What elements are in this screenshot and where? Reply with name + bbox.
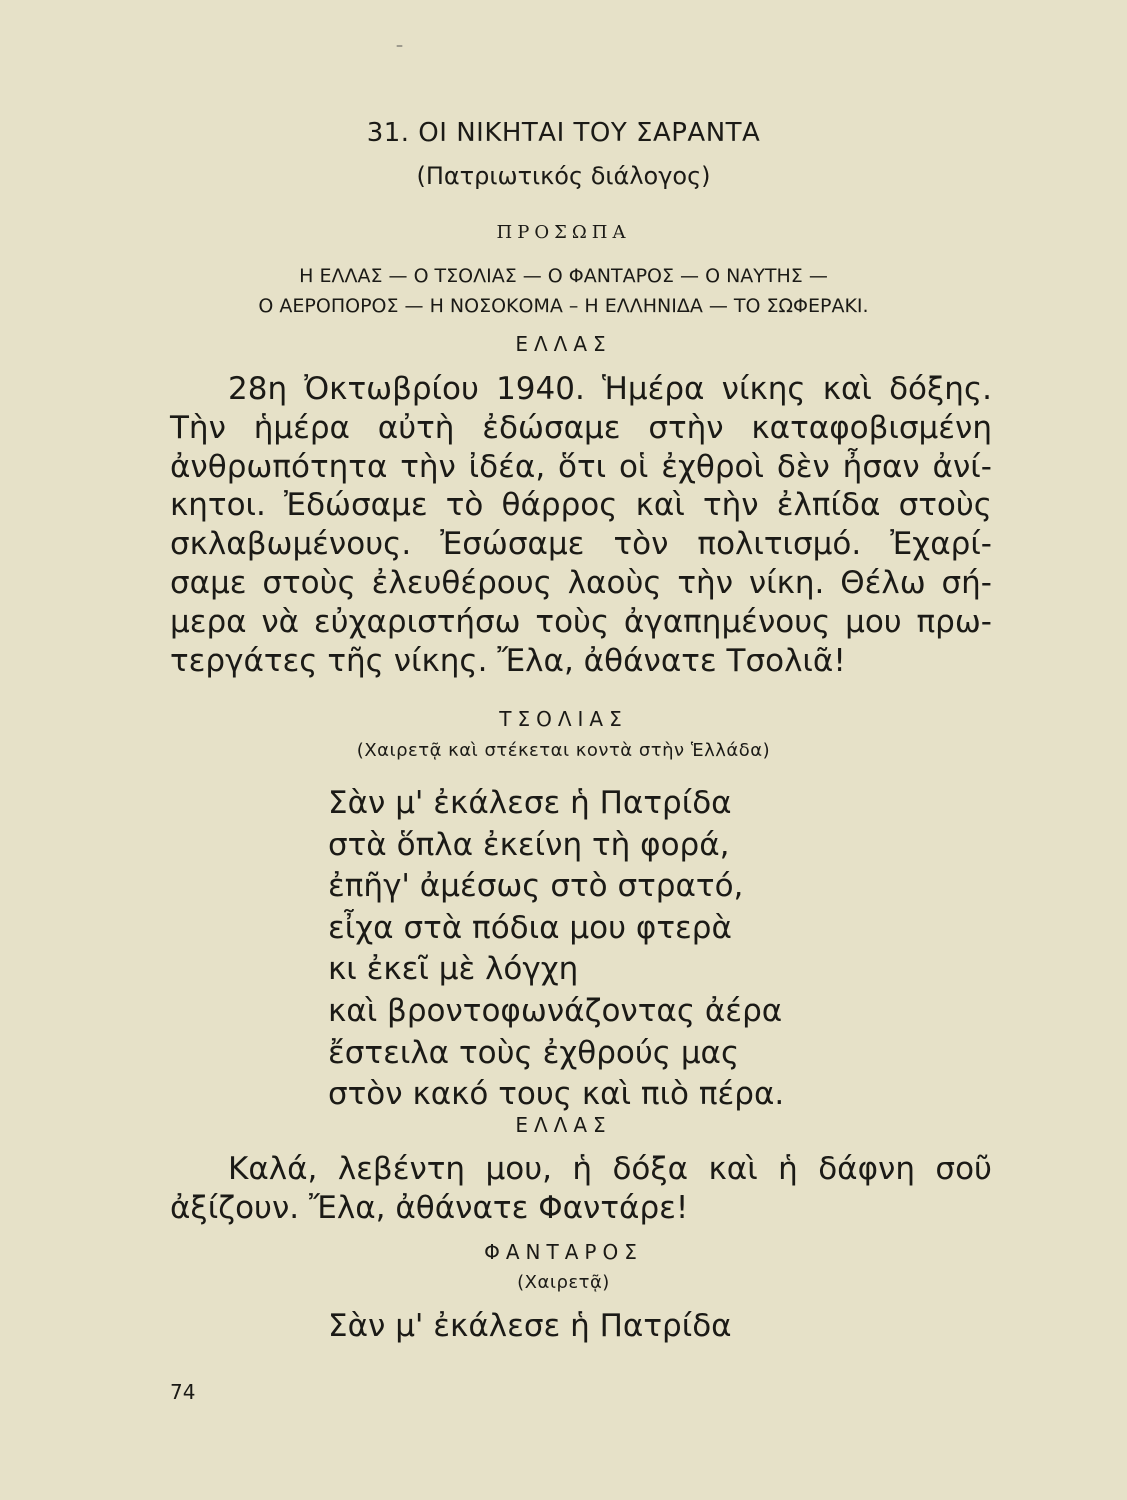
speaker-heading-ellas-2: ΕΛΛΑΣ: [515, 1113, 612, 1137]
stage-direction-tsolias: (Χαιρετᾷ καὶ στέκεται κοντὰ στὴν Ἑλλάδα): [356, 740, 771, 761]
stage-direction-fantaros: (Χαιρετᾷ): [517, 1272, 610, 1293]
cast-list-line-1: Η ΕΛΛΑΣ — Ο ΤΣΟΛΙΑΣ — Ο ΦΑΝΤΑΡΟΣ — Ο ΝΑΥΤΗΣ —: [299, 265, 828, 287]
speech-ellas-1: [170, 370, 992, 680]
verse-fantaros-first-line: Σὰν μ' ἐκάλεσε ἡ Πατρίδα: [328, 1308, 732, 1344]
speech-line: 28η Ὀκτωβρίου 1940. Ἡμέρα νίκης καὶ δόξης.: [228, 371, 992, 407]
verse-line: στὸν κακό τους καὶ πιὸ πέρα.: [328, 1076, 785, 1113]
speech-line: σκλαβωμένους. Ἐσώσαμε τὸν πολιτισμό. Ἐχαρί-: [170, 526, 992, 563]
page-number: 74: [170, 1380, 196, 1404]
speech-line: σαμε στοὺς ἐλευθέρους λαοὺς τὴν νίκη. Θέλω σή-: [170, 564, 992, 601]
speech-ellas-2: [170, 1150, 992, 1228]
verse-line: ἐπῆγ' ἀμέσως στὸ στρατό,: [328, 868, 744, 905]
persons-heading: ΠΡΟΣΩΠΑ: [496, 222, 631, 243]
verse-line: ἔστειλα τοὺς ἐχθρούς μας: [328, 1034, 740, 1071]
verse-line: Σὰν μ' ἐκάλεσε ἡ Πατρίδα: [328, 785, 732, 821]
speech-line: ἀξίζουν. Ἔλα, ἀθάνατε Φαντάρε!: [170, 1189, 689, 1226]
speech-line: τεργάτες τῆς νίκης. Ἔλα, ἀθάνατε Τσολιᾶ!: [170, 642, 846, 679]
speech-line: ἀνθρωπότητα τὴν ἰδέα, ὅτι οἱ ἐχθροὶ δὲν ἦσαν ἀνί-: [170, 448, 992, 485]
verse-line: κι ἐκεῖ μὲ λόγχη: [328, 951, 579, 988]
cast-list-line-2: Ο ΑΕΡΟΠΟΡΟΣ — Η ΝΟΣΟΚΟΜΑ – Η ΕΛΛΗΝΙΔΑ — ΤΟ ΣΩΦΕΡΑΚΙ.: [258, 295, 869, 317]
speech-line: μερα νὰ εὐχαριστήσω τοὺς ἀγαπημένους μου πρω-: [170, 603, 992, 640]
speaker-heading-fantaros: ΦΑΝΤΑΡΟΣ: [484, 1240, 643, 1264]
speech-line: Τὴν ἡμέρα αὐτὴ ἐδώσαμε στὴν καταφοβισμένη: [170, 409, 992, 446]
verse-line: καὶ βροντοφωνάζοντας ἀέρα: [328, 992, 783, 1029]
verse-tsolias: [328, 783, 784, 1116]
verse-line: εἶχα στὰ πόδια μου φτερὰ: [328, 909, 732, 946]
speech-line: Καλά, λεβέντη μου, ἡ δόξα καὶ ἡ δάφνη σοῦ: [228, 1151, 992, 1187]
speech-line: κητοι. Ἐδώσαμε τὸ θάρρος καὶ τὴν ἐλπίδα στοὺς: [170, 487, 992, 524]
chapter-title: 31. ΟΙ ΝΙΚΗΤΑΙ ΤΟΥ ΣΑΡΑΝΤΑ: [366, 118, 761, 148]
verse-line: στὰ ὅπλα ἐκείνη τὴ φορά,: [328, 826, 730, 863]
speaker-heading-tsolias: ΤΣΟΛΙΑΣ: [499, 707, 628, 731]
stray-dash-mark: –: [396, 38, 403, 54]
speaker-heading-ellas: ΕΛΛΑΣ: [515, 332, 612, 356]
chapter-subtitle: (Πατριωτικός διάλογος): [416, 162, 711, 190]
